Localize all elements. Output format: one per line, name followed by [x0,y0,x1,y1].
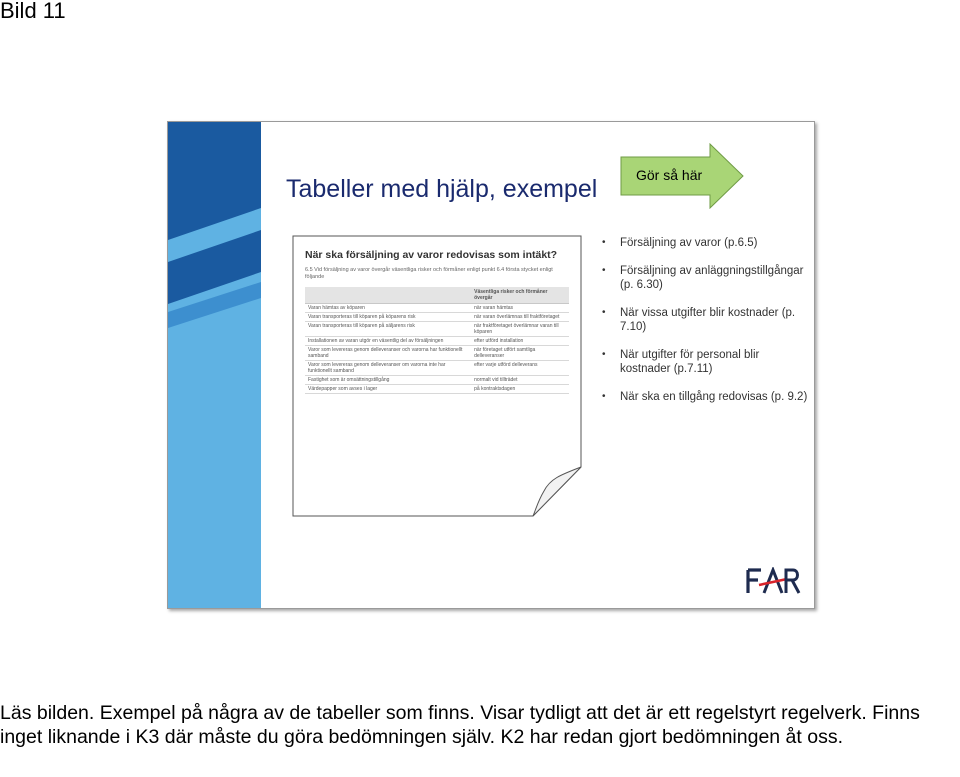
table-cell: när varan överlämnas till fraktföretaget [471,313,569,322]
table-header-cell: Väsentliga risker och förmåner övergår [471,287,569,304]
bullet-list [600,236,810,418]
table-cell: Installationen av varan utgör en väsentlig del av försäljningen [305,337,471,346]
arrow-label: Gör så här [636,167,703,183]
slide-title: Tabeller med hjälp, exempel [286,175,598,203]
table-header-cell [305,287,471,304]
table-row [305,322,569,337]
list-item: • Försäljning av varor (p.6.5) [600,236,810,250]
table-header-row [305,287,569,304]
table-row [305,361,569,376]
table-row [305,385,569,394]
slide-caption: Läs bilden. Exempel på några av de tabeller som finns. Visar tydligt att det är ett regelstyrt regelverk. Finns inget liknande i K3 där måste du göra bedömningen själv. K2 har redan gjort bedömningen åt oss. [0,702,920,748]
document-table [305,287,569,394]
table-cell: Varan hämtas av köparen [305,304,471,313]
list-item: • När utgifter för personal blir kostnader (p.7.11) [600,348,810,376]
list-item: • När vissa utgifter blir kostnader (p. 7.10) [600,306,810,334]
arrow-callout [620,143,744,209]
table-row [305,304,569,313]
table-cell: på kontraktsdagen [471,385,569,394]
document-illustration [292,235,582,517]
table-row [305,337,569,346]
table-cell: Fastighet som är omsättningstillgång [305,376,471,385]
table-cell: när företaget utfört samtliga delleveranser [471,346,569,361]
table-cell: efter utförd installation [471,337,569,346]
page-heading: Bild 11 [0,0,66,23]
document-intro: 6.5 Vid försäljning av varor övergår väsentliga risker och förmåner enligt punkt 6.4 första stycket enligt följande [305,267,553,280]
slide [167,121,815,609]
table-row [305,313,569,322]
table-cell: Varan transporteras till köparen på säljarens risk [305,322,471,337]
list-item: • När ska en tillgång redovisas (p. 9.2) [600,390,810,404]
table-cell: när varan hämtas [471,304,569,313]
table-row [305,346,569,361]
table-cell: Varan transporteras till köparen på köparens risk [305,313,471,322]
table-cell: Varor som levereras genom delleveranser och varorna har funktionellt samband [305,346,471,361]
table-cell: när fraktföretaget överlämnar varan till köparen [471,322,569,337]
table-cell: Varor som levereras genom delleveranser om varorna inte har funktionellt samband [305,361,471,376]
table-row [305,376,569,385]
list-item: • Försäljning av anläggningstillgångar (p. 6.30) [600,264,810,292]
table-cell: Värdepapper som avses i lager [305,385,471,394]
table-cell: normalt vid tillträdet [471,376,569,385]
far-logo [746,567,802,595]
table-cell: efter varje utförd delleverans [471,361,569,376]
slide-blue-decoration [168,122,268,608]
document-heading: När ska försäljning av varor redovisas som intäkt? [305,249,558,261]
